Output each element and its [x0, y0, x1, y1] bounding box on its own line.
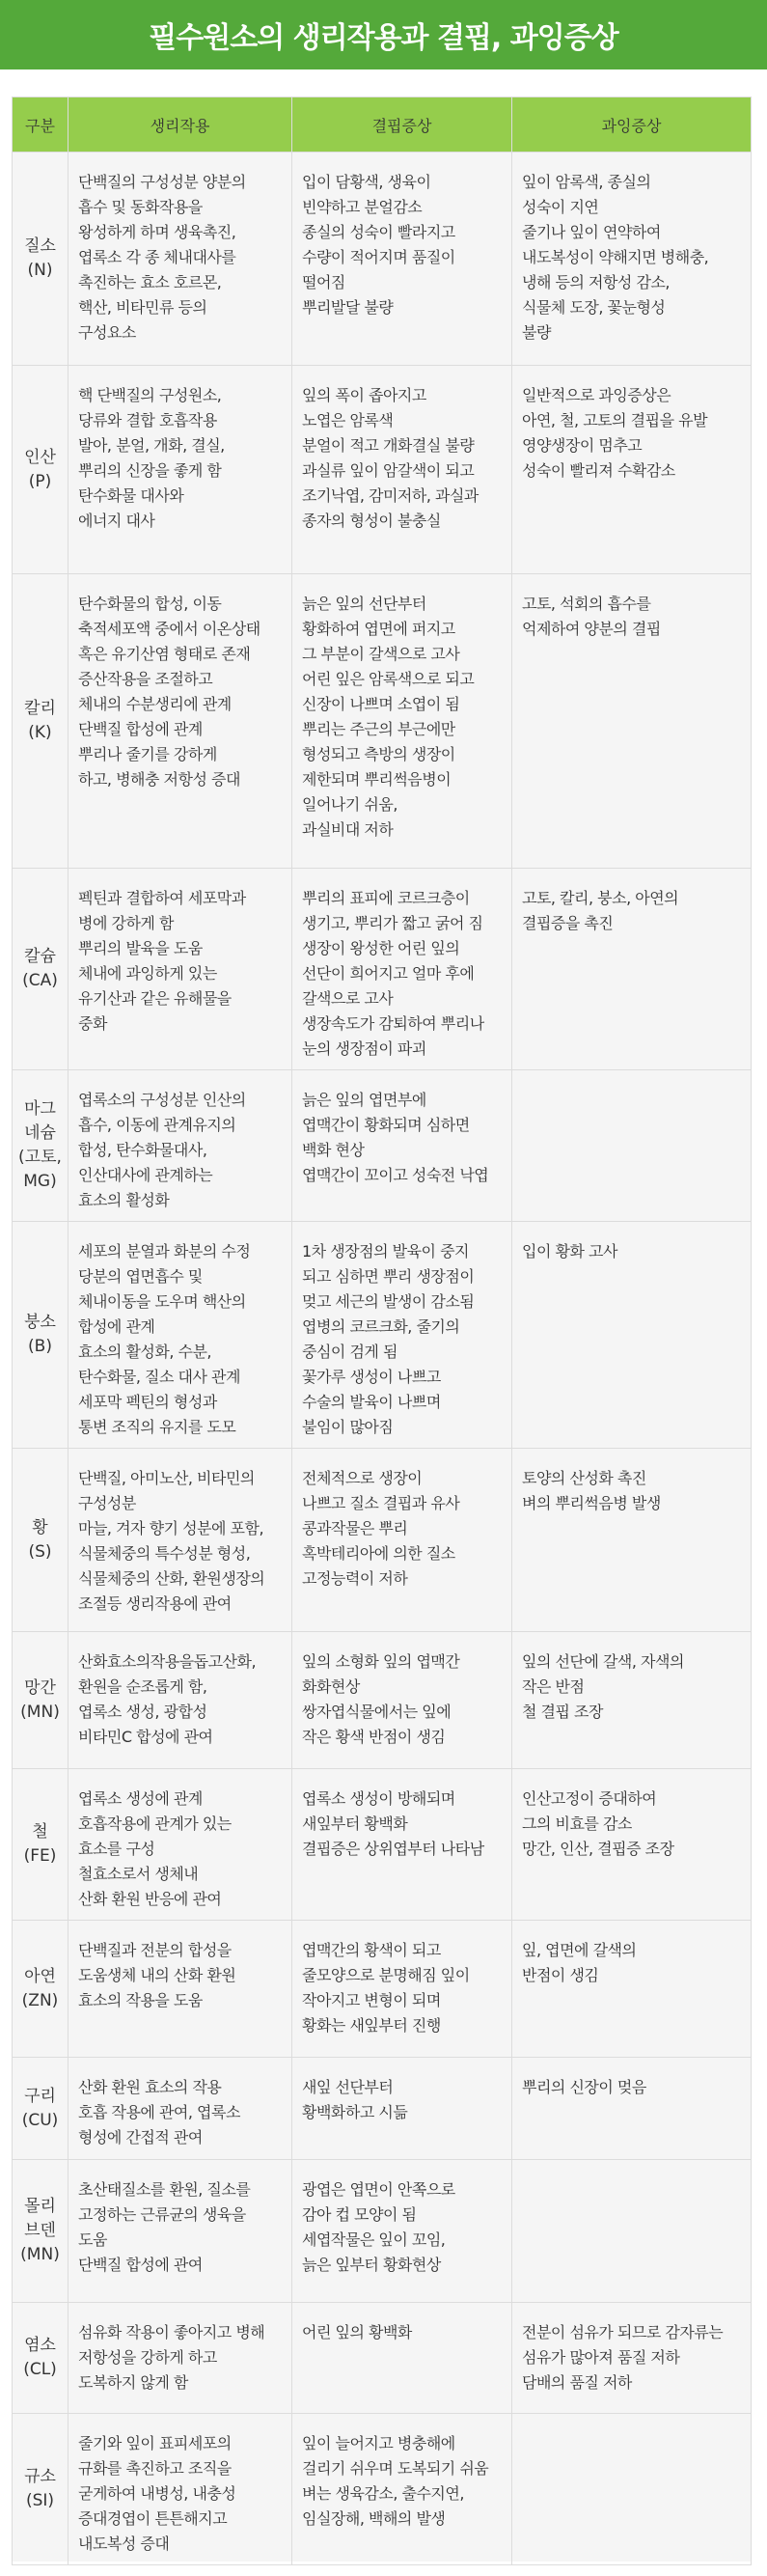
cell-text-line: 철 결핍 조장 — [522, 1703, 603, 1721]
cell-text-line: 뿌리는 주근의 부근에만 — [302, 720, 455, 738]
element-name-cell — [13, 1921, 68, 2058]
physiology-cell — [68, 1222, 292, 1449]
cell-text-line: 생장속도가 감퇴하여 뿌리나 — [302, 1014, 484, 1033]
header-deficiency: 결핍증상 — [292, 97, 512, 152]
cell-text-line: 효소의 작용을 도움 — [78, 1991, 203, 2009]
cell-text-line: 고토, 석회의 흡수를 — [522, 595, 651, 613]
cell-text-line: 그의 비효를 감소 — [522, 1814, 632, 1833]
cell-text-line: 쌍자엽식물에서는 잎에 — [302, 1703, 452, 1721]
deficiency-cell — [292, 2414, 512, 2565]
physiology-cell — [68, 2414, 292, 2565]
cell-text-line: 규화를 촉진하고 조직을 — [78, 2459, 232, 2478]
cell-text-line: 축적세포액 중에서 이온상태 — [78, 620, 260, 638]
header-excess: 과잉증상 — [512, 97, 752, 152]
physiology-cell — [68, 1070, 292, 1222]
cell-text-line: 걸리기 쉬우며 도복되기 쉬움 — [302, 2459, 489, 2478]
nutrient-table — [12, 97, 752, 2565]
cell-text-line: 제한되며 뿌리썩음병이 — [302, 770, 452, 789]
cell-text-line: 엽록소 각 종 체내대사를 — [78, 248, 236, 266]
table-row — [13, 2058, 752, 2160]
cell-text-line: (MN) — [20, 1702, 60, 1722]
cell-text-line: 브덴 — [24, 2221, 56, 2240]
cell-text-line: 탄수화물, 질소 대사 관계 — [78, 1368, 240, 1386]
cell-text-line: 늙은 잎의 선단부터 — [302, 595, 426, 613]
physiology-cell — [68, 2160, 292, 2303]
cell-text-line: 중화 — [78, 1014, 107, 1033]
cell-text-line: (CL) — [23, 2360, 57, 2379]
cell-text-line: 붕소 — [24, 1313, 56, 1332]
cell-text-line: 엽맥간이 꼬이고 성숙전 낙엽 — [302, 1166, 489, 1184]
cell-text-line: 칼슘 — [24, 947, 56, 966]
cell-text-line: 새잎부터 황백화 — [302, 1814, 408, 1833]
cell-text-line: 조절등 생리작용에 관여 — [78, 1594, 232, 1613]
cell-text-line: 입이 담황색, 생육이 — [302, 173, 431, 191]
physiology-cell — [68, 869, 292, 1070]
element-name-cell — [13, 2414, 68, 2565]
cell-text-line: 백화 현상 — [302, 1141, 365, 1159]
cell-text-line: 호흡작용에 관계가 있는 — [78, 1814, 232, 1833]
cell-text-line: 눈의 생장점이 파괴 — [302, 1039, 426, 1058]
physiology-cell — [68, 1632, 292, 1769]
cell-text-line: 잎의 소형화 잎의 엽맥간 — [302, 1652, 460, 1671]
cell-text-line: 임실장해, 백해의 발생 — [302, 2509, 446, 2528]
cell-text-line: 잎이 암록색, 종실의 — [522, 173, 651, 191]
deficiency-cell — [292, 574, 512, 869]
cell-text-line: 수술의 발육이 나쁘며 — [302, 1393, 441, 1411]
excess-cell — [512, 1632, 752, 1769]
table-body — [13, 152, 752, 2565]
physiology-cell — [68, 2058, 292, 2160]
cell-text-line: 엽록소 생성, 광합성 — [78, 1703, 207, 1721]
cell-text-line: 체내에 과잉하게 있는 — [78, 964, 217, 983]
cell-text-line: (K) — [28, 723, 52, 742]
deficiency-cell — [292, 1449, 512, 1632]
cell-text-line: 핵 단백질의 구성원소, — [78, 386, 222, 404]
cell-text-line: 망간 — [24, 1677, 56, 1698]
cell-text-line: 합성에 관계 — [78, 1317, 155, 1336]
element-name-cell — [13, 1769, 68, 1921]
cell-text-line: 뿌리발달 불량 — [302, 298, 394, 317]
excess-cell — [512, 1222, 752, 1449]
physiology-cell — [68, 1921, 292, 2058]
cell-text-line: 탄수화물의 합성, 이동 — [78, 595, 222, 613]
cell-text-line: 담배의 품질 저하 — [522, 2373, 632, 2392]
cell-text-line: 단백질 합성에 관여 — [78, 2256, 203, 2274]
element-name-cell — [13, 2058, 68, 2160]
cell-text-line: 인산고정이 증대하여 — [522, 1789, 657, 1808]
cell-text-line: 뿌리의 표피에 코르크층이 — [302, 889, 470, 907]
cell-text-line: 효소의 활성화 — [78, 1191, 170, 1209]
cell-text-line: 섬유화 작용이 좋아지고 병해 — [78, 2323, 265, 2341]
cell-text-line: 환원을 순조롭게 함, — [78, 1677, 207, 1696]
cell-text-line: 인산 — [24, 447, 56, 467]
cell-text-line: 산화 환원 효소의 작용 — [78, 2078, 222, 2096]
cell-text-line: 고정하는 근류균의 생육을 — [78, 2205, 246, 2224]
deficiency-cell — [292, 2160, 512, 2303]
cell-text-line: 엽록소 생성이 방해되며 — [302, 1789, 455, 1808]
cell-text-line: 억제하여 양분의 결핍 — [522, 620, 661, 638]
cell-text-line: 아연 — [24, 1966, 56, 1986]
cell-text-line: 성숙이 지연 — [522, 198, 599, 216]
table-row — [13, 2303, 752, 2414]
cell-text-line: (고토, — [18, 1148, 62, 1167]
cell-text-line: 구성요소 — [78, 323, 136, 342]
cell-text-line: 반점이 생김 — [522, 1966, 599, 1984]
cell-text-line: 분얼이 적고 개화결실 불량 — [302, 436, 475, 455]
cell-text-line: 흡수, 이동에 관계유지의 — [78, 1116, 236, 1134]
element-name-cell — [13, 366, 68, 574]
excess-cell — [512, 366, 752, 574]
cell-text-line: 왕성하게 하며 생육촉진, — [78, 223, 236, 241]
cell-text-line: MG) — [23, 1172, 57, 1191]
cell-text-line: 중심이 검게 됨 — [302, 1343, 397, 1361]
cell-text-line: 빈약하고 분얼감소 — [302, 198, 423, 216]
cell-text-line: 단백질과 전분의 합성을 — [78, 1941, 232, 1959]
deficiency-cell — [292, 1921, 512, 2058]
cell-text-line: 철효소로서 생체내 — [78, 1865, 199, 1883]
cell-text-line: 촉진하는 효소 호르몬, — [78, 273, 222, 291]
cell-text-line: 그 부분이 갈색으로 고사 — [302, 645, 460, 663]
cell-text-line: (FE) — [23, 1846, 57, 1866]
cell-text-line: 펙틴과 결합하여 세포막과 — [78, 889, 246, 907]
cell-text-line: 엽록소의 구성성분 인산의 — [78, 1091, 246, 1109]
cell-text-line: 나쁘고 질소 결핍과 유사 — [302, 1494, 460, 1512]
cell-text-line: 혹은 유기산염 형태로 존재 — [78, 645, 251, 663]
cell-text-line: 염소 — [24, 2336, 56, 2355]
cell-text-line: 마늘, 겨자 향기 성분에 포함, — [78, 1519, 264, 1537]
cell-text-line: 새잎 선단부터 — [302, 2078, 394, 2096]
deficiency-cell — [292, 1222, 512, 1449]
cell-text-line: 엽병의 코르크화, 줄기의 — [302, 1317, 460, 1336]
cell-text-line: 줄기와 잎이 표피세포의 — [78, 2434, 232, 2452]
cell-text-line: 엽록소 생성에 관계 — [78, 1789, 203, 1808]
cell-text-line: 철 — [32, 1822, 48, 1842]
cell-text-line: 결핍증은 상위엽부터 나타남 — [302, 1840, 484, 1858]
cell-text-line: 체내이동을 도우며 핵산의 — [78, 1292, 246, 1311]
cell-text-line: 도움생체 내의 산화 환원 — [78, 1966, 236, 1984]
cell-text-line: 당류와 결합 호흡작용 — [78, 411, 217, 429]
cell-text-line: 세포의 분열과 화분의 수정 — [78, 1242, 251, 1260]
table-row — [13, 366, 752, 574]
cell-text-line: 도복하지 않게 함 — [78, 2373, 188, 2392]
excess-cell — [512, 152, 752, 366]
cell-text-line: (SI) — [25, 2491, 55, 2510]
cell-text-line: 1차 생장점의 발육이 중지 — [302, 1242, 469, 1260]
cell-text-line: 에너지 대사 — [78, 512, 155, 530]
physiology-cell — [68, 2303, 292, 2414]
cell-text-line: 늙은 잎의 엽면부에 — [302, 1091, 426, 1109]
cell-text-line: 구리 — [24, 2086, 56, 2106]
cell-text-line: 성숙이 빨리져 수확감소 — [522, 461, 675, 480]
cell-text-line: 섬유가 많아져 품질 저하 — [522, 2348, 680, 2367]
cell-text-line: 탄수화물 대사와 — [78, 486, 184, 505]
cell-text-line: 어린 잎의 황백화 — [302, 2323, 412, 2341]
cell-text-line: 작은 황색 반점이 생김 — [302, 1728, 446, 1746]
cell-text-line: 효소를 구성 — [78, 1840, 155, 1858]
cell-text-line: 핵산, 비타민류 등의 — [78, 298, 207, 317]
header-category: 구분 — [13, 97, 68, 152]
cell-text-line: 단백질의 구성성분 양분의 — [78, 173, 246, 191]
cell-text-line: 비타민C 합성에 관여 — [78, 1728, 213, 1746]
element-name-cell — [13, 574, 68, 869]
cell-text-line: 조기낙엽, 감미저하, 과실과 — [302, 486, 479, 505]
cell-text-line: 일반적으로 과잉증상은 — [522, 386, 671, 404]
excess-cell — [512, 869, 752, 1070]
table-row — [13, 1070, 752, 1222]
deficiency-cell — [292, 1769, 512, 1921]
cell-text-line: 인산대사에 관계하는 — [78, 1166, 213, 1184]
deficiency-cell — [292, 366, 512, 574]
cell-text-line: 유기산과 같은 유해물을 — [78, 989, 232, 1008]
cell-text-line: 화화현상 — [302, 1677, 360, 1696]
cell-text-line: 전체적으로 생장이 — [302, 1469, 423, 1487]
cell-text-line: 내도복성 증대 — [78, 2534, 170, 2553]
element-name-cell — [13, 2160, 68, 2303]
cell-text-line: 황 — [32, 1517, 48, 1537]
cell-text-line: 칼리 — [24, 699, 56, 718]
cell-text-line: 세엽작물은 잎이 꼬임, — [302, 2230, 446, 2249]
cell-text-line: (B) — [28, 1337, 52, 1356]
cell-text-line: 벼의 뿌리썩음병 발생 — [522, 1494, 661, 1512]
cell-text-line: 아연, 철, 고토의 결핍을 유발 — [522, 411, 708, 429]
deficiency-cell — [292, 152, 512, 366]
physiology-cell — [68, 366, 292, 574]
cell-text-line: 잎의 선단에 갈색, 자색의 — [522, 1652, 684, 1671]
cell-text-line: 당분의 엽면흡수 및 — [78, 1267, 203, 1286]
cell-text-line: 체내의 수분생리에 관계 — [78, 695, 232, 713]
cell-text-line: 고정능력이 저하 — [302, 1569, 408, 1588]
cell-text-line: 불량 — [522, 323, 551, 342]
cell-text-line: 질소 — [24, 236, 56, 256]
cell-text-line: 도움 — [78, 2230, 107, 2249]
deficiency-cell — [292, 1070, 512, 1222]
excess-cell — [512, 574, 752, 869]
physiology-cell — [68, 1769, 292, 1921]
physiology-cell — [68, 574, 292, 869]
cell-text-line: 콩과작물은 뿌리 — [302, 1519, 408, 1537]
header-row — [13, 97, 752, 152]
cell-text-line: 하고, 병해충 저항성 증대 — [78, 770, 240, 789]
cell-text-line: 저항성을 강하게 하고 — [78, 2348, 217, 2367]
cell-text-line: 종실의 성숙이 빨라지고 — [302, 223, 455, 241]
table-row — [13, 2160, 752, 2303]
excess-cell — [512, 2303, 752, 2414]
cell-text-line: 신장이 나쁘며 소엽이 됨 — [302, 695, 460, 713]
cell-text-line: 뿌리의 신장을 좋게 함 — [78, 461, 222, 480]
cell-text-line: 마그 — [24, 1099, 56, 1119]
deficiency-cell — [292, 869, 512, 1070]
cell-text-line: 줄모양으로 분명해짐 잎이 — [302, 1966, 470, 1984]
cell-text-line: 되고 심하면 뿌리 생장점이 — [302, 1267, 475, 1286]
header-physiology: 생리작용 — [68, 97, 292, 152]
cell-text-line: 산화효소의작용을돕고산화, — [78, 1652, 257, 1671]
table-row — [13, 1921, 752, 2058]
cell-text-line: 합성, 탄수화물대사, — [78, 1141, 207, 1159]
title-bar — [0, 0, 767, 69]
element-name-cell — [13, 1222, 68, 1449]
cell-text-line: (MN) — [20, 2245, 60, 2264]
cell-text-line: 작아지고 변형이 되며 — [302, 1991, 441, 2009]
physiology-cell — [68, 152, 292, 366]
cell-text-line: 식물체 도장, 꽃눈형성 — [522, 298, 666, 317]
element-name-cell — [13, 1449, 68, 1632]
cell-text-line: 뿌리의 발육을 도움 — [78, 939, 203, 957]
cell-text-line: 통변 조직의 유지를 도모 — [78, 1418, 236, 1436]
cell-text-line: 잎, 엽면에 갈색의 — [522, 1941, 637, 1959]
cell-text-line: 줄기나 잎이 연약하여 — [522, 223, 661, 241]
cell-text-line: 발아, 분얼, 개화, 결실, — [78, 436, 225, 455]
cell-text-line: 잎의 폭이 좁아지고 — [302, 386, 426, 404]
cell-text-line: 노엽은 암록색 — [302, 411, 394, 429]
table-row — [13, 152, 752, 366]
cell-text-line: 증대경엽이 튼튼해지고 — [78, 2509, 228, 2528]
excess-cell — [512, 1921, 752, 2058]
cell-text-line: 어린 잎은 암록색으로 되고 — [302, 670, 475, 688]
nutrient-table-container — [12, 97, 751, 2562]
cell-text-line: 네슘 — [24, 1123, 56, 1143]
cell-text-line: (ZN) — [21, 1990, 59, 2010]
table-row — [13, 1769, 752, 1921]
cell-text-line: 생장이 왕성한 어린 잎의 — [302, 939, 460, 957]
cell-text-line: 수량이 적어지며 품질이 — [302, 248, 455, 266]
cell-text-line: 단백질 합성에 관계 — [78, 720, 203, 738]
cell-text-line: 뿌리나 줄기를 강하게 — [78, 745, 217, 763]
cell-text-line: (P) — [28, 471, 52, 491]
element-name-cell — [13, 1070, 68, 1222]
cell-text-line: 병에 강하게 함 — [78, 914, 174, 932]
cell-text-line: 굳게하여 내병성, 내충성 — [78, 2484, 236, 2503]
element-name-cell — [13, 2303, 68, 2414]
cell-text-line: 초산태질소를 환원, 질소를 — [78, 2180, 251, 2199]
cell-text-line: 과실비대 저하 — [302, 820, 394, 839]
cell-text-line: 선단이 희어지고 얼마 후에 — [302, 964, 475, 983]
cell-text-line: 꽃가루 생성이 나쁘고 — [302, 1368, 441, 1386]
cell-text-line: 뿌리의 신장이 멎음 — [522, 2078, 646, 2096]
cell-text-line: 결핍증을 촉진 — [522, 914, 614, 932]
cell-text-line: 갈색으로 고사 — [302, 989, 394, 1008]
deficiency-cell — [292, 2058, 512, 2160]
cell-text-line: 망간, 인산, 결핍증 조장 — [522, 1840, 674, 1858]
cell-text-line: 호흡 작용에 관여, 엽록소 — [78, 2103, 240, 2121]
cell-text-line: 엽맥간이 황화되며 심하면 — [302, 1116, 470, 1134]
cell-text-line: 멎고 세근의 발생이 감소됨 — [302, 1292, 475, 1311]
cell-text-line: 벼는 생육감소, 출수지연, — [302, 2484, 464, 2503]
cell-text-line: 형성에 간접적 관여 — [78, 2128, 203, 2147]
cell-text-line: 토양의 산성화 촉진 — [522, 1469, 646, 1487]
table-row — [13, 2414, 752, 2565]
cell-text-line: 구성성분 — [78, 1494, 136, 1512]
cell-text-line: 내도복성이 약해지면 병해충, — [522, 248, 709, 266]
cell-text-line: 전분이 섬유가 되므로 감자류는 — [522, 2323, 724, 2341]
cell-text-line: 냉해 등의 저항성 감소, — [522, 273, 670, 291]
excess-cell — [512, 1769, 752, 1921]
excess-cell — [512, 1449, 752, 1632]
cell-text-line: 일어나기 쉬움, — [302, 795, 397, 814]
cell-text-line: 작은 반점 — [522, 1677, 585, 1696]
table-row — [13, 1222, 752, 1449]
cell-text-line: 단백질, 아미노산, 비타민의 — [78, 1469, 255, 1487]
cell-text-line: 잎이 늘어지고 병충해에 — [302, 2434, 455, 2452]
cell-text-line: 효소의 활성화, 수분, — [78, 1343, 211, 1361]
cell-text-line: 불임이 많아짐 — [302, 1418, 394, 1436]
cell-text-line: (S) — [28, 1541, 52, 1562]
cell-text-line: 몰리 — [24, 2197, 56, 2216]
cell-text-line: 고토, 칼리, 붕소, 아연의 — [522, 889, 679, 907]
table-row — [13, 574, 752, 869]
cell-text-line: 과실류 잎이 암갈색이 되고 — [302, 461, 475, 480]
cell-text-line: (CA) — [22, 971, 58, 990]
element-name-cell — [13, 152, 68, 366]
table-row — [13, 869, 752, 1070]
cell-text-line: 증산작용을 조절하고 — [78, 670, 213, 688]
cell-text-line: 혹박테리아에 의한 질소 — [302, 1544, 455, 1563]
cell-text-line: 황백화하고 시듦 — [302, 2103, 408, 2121]
cell-text-line: 식물체중의 산화, 환원생장의 — [78, 1569, 265, 1588]
element-name-cell — [13, 869, 68, 1070]
cell-text-line: 늙은 잎부터 황화현상 — [302, 2256, 441, 2274]
cell-text-line: 영양생장이 멈추고 — [522, 436, 643, 455]
cell-text-line: (CU) — [21, 2110, 59, 2130]
table-row — [13, 1449, 752, 1632]
cell-text-line: 광엽은 엽면이 안쪽으로 — [302, 2180, 455, 2199]
table-row — [13, 1632, 752, 1769]
cell-text-line: 규소 — [24, 2467, 56, 2486]
deficiency-cell — [292, 2303, 512, 2414]
cell-text-line: 종자의 형성이 불충실 — [302, 512, 441, 530]
deficiency-cell — [292, 1632, 512, 1769]
page-title: 필수원소의 생리작용과 결핍, 과잉증상 — [149, 21, 618, 55]
excess-cell — [512, 2414, 752, 2565]
excess-cell — [512, 2058, 752, 2160]
cell-text-line: 식물체중의 특수성분 형성, — [78, 1544, 251, 1563]
cell-text-line: 떨어짐 — [302, 273, 345, 291]
cell-text-line: 감아 컵 모양이 됨 — [302, 2205, 417, 2224]
physiology-cell — [68, 1449, 292, 1632]
cell-text-line: 흡수 및 동화작용을 — [78, 198, 203, 216]
cell-text-line: 엽맥간의 황색이 되고 — [302, 1941, 441, 1959]
cell-text-line: 입이 황화 고사 — [522, 1242, 617, 1260]
cell-text-line: (N) — [27, 261, 53, 280]
excess-cell — [512, 1070, 752, 1222]
cell-text-line: 생기고, 뿌리가 짧고 굵어 짐 — [302, 914, 483, 932]
cell-text-line: 산화 환원 반응에 관여 — [78, 1890, 222, 1908]
cell-text-line: 형성되고 측방의 생장이 — [302, 745, 455, 763]
cell-text-line: 세포막 펙틴의 형성과 — [78, 1393, 217, 1411]
excess-cell — [512, 2160, 752, 2303]
cell-text-line: 황화하여 엽면에 퍼지고 — [302, 620, 455, 638]
element-name-cell — [13, 1632, 68, 1769]
cell-text-line: 황화는 새잎부터 진행 — [302, 2016, 441, 2035]
